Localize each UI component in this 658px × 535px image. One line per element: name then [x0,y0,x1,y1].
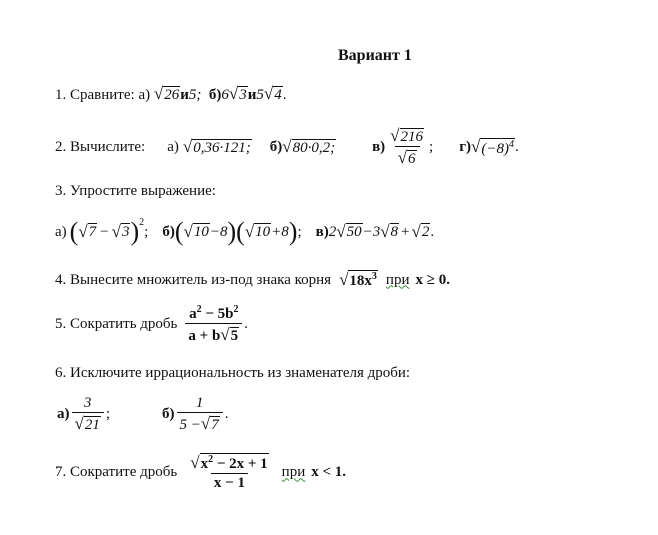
punctuation: ; [297,223,302,240]
coefficient: 5 [256,87,264,103]
task-1 [55,84,286,104]
term: −3 [362,223,381,240]
radicand: 50 [346,224,362,241]
denominator-radicand: 6 [408,151,416,168]
punctuation: . [514,138,519,155]
sqrt-sign: √ [182,137,193,157]
radicand: 4 [274,87,282,103]
part-c-label: в) [315,223,329,240]
numerator: $√x^2 - 2x + 1$ [190,453,268,472]
radicand: 3 [121,224,130,241]
sqrt-sign: √ [263,84,274,103]
fraction: $\frac{√216}{√6}$ [390,126,424,168]
part-b-label: б) [162,406,175,423]
page-title: Вариант 1 [338,47,412,64]
radicand: 80·0,2; [292,139,336,156]
task-7 [55,453,346,493]
denominator: x − 1 [211,473,248,492]
radicand: 26 [164,87,180,103]
task-6-label: 6. Исключите иррациональность из знаменателя дроби: [55,365,411,381]
task-3-expressions: а) ( √ 7 − √ 3 ) $^2$ ; б) ( √ 10 −8 ) ( √ 10 +8 ) ; в) 2 √ 50 −3 √ 8 + √ 2 . [55,217,435,246]
numerator: 3 [83,395,92,411]
term: −8 [209,223,228,240]
punctuation: ; [105,406,111,423]
punctuation: . [244,316,248,333]
punctuation: . [282,87,287,103]
task-1-label: 1. Сравните: [55,87,135,103]
radicand: $(-8)^4$ [481,138,514,157]
radicand: 7 [88,224,97,241]
radicand: 10 [193,224,209,241]
fraction: $\frac{1}{5 -√7}$ [177,395,223,435]
punctuation: ; [144,223,149,240]
part-a-label: а) [55,223,67,240]
task-2 [55,126,519,169]
coefficient: 2 [328,223,337,240]
condition: x ≥ 0. [415,271,450,288]
part-a-label: а) [167,138,179,155]
term: +8 [271,223,289,240]
task-4: 4. Вынесите множитель из-под знака корня √ $18x^3$ при x ≥ 0. [55,270,450,290]
conjunction: и [247,87,257,103]
coefficient: 6 [221,87,229,103]
task-4-label: 4. Вынесите множитель из-под знака корня [55,271,332,288]
exponent: 3 [371,271,377,283]
exponent: 2 [139,217,145,228]
operator: − [100,223,109,240]
sqrt-sign: √ [471,137,481,157]
radicand: 10 [255,224,271,241]
radicand: 0,36·121; [193,139,251,156]
part-c-label: в) [372,138,386,155]
punctuation: ; [429,138,434,155]
part-a-label: а) [138,87,151,103]
sqrt-sign: √ [228,84,239,103]
numerator: 1 [195,395,204,411]
exponent: 4 [508,138,514,150]
denominator: a + b√5 [185,323,242,345]
task-2-label: 2. Вычислите: [55,138,146,155]
part-b-label: б) [208,87,222,103]
fraction: $\frac{3}{√21}$ [72,395,104,435]
radicand: 8 [390,224,399,241]
operator: + [401,223,410,240]
condition: x < 1. [311,464,347,481]
punctuation: . [224,406,229,423]
part-a-label: а) [57,406,70,423]
conjunction: и [180,87,189,103]
task-3-label: 3. Упростите выражение: [55,183,216,199]
value: 5; [188,87,202,103]
condition-word: при [385,271,410,288]
numerator-radicand: 216 [400,129,424,145]
radicand: 2 [421,224,430,241]
condition-word: при [281,464,306,481]
radicand: $18x^3$ [349,271,377,290]
part-b-label: б) [269,138,283,155]
task-6-expressions [57,395,228,435]
punctuation: . [430,223,435,240]
part-b-label: б) [162,223,175,240]
task-5 [55,304,248,346]
denominator-radicand: 7 [211,417,219,434]
task-7-label: 7. Сократите дробь [55,464,178,481]
denominator-radicand: 21 [84,417,100,434]
fraction [185,304,242,346]
sqrt-sign: √ [282,137,292,157]
radicand: 3 [239,87,247,103]
numerator: $a^2 - 5b^2$ [189,304,239,322]
sqrt-sign: √ [153,84,164,103]
fraction [187,453,271,493]
task-5-label: 5. Сократить дробь [55,316,178,333]
part-d-label: г) [459,138,471,155]
